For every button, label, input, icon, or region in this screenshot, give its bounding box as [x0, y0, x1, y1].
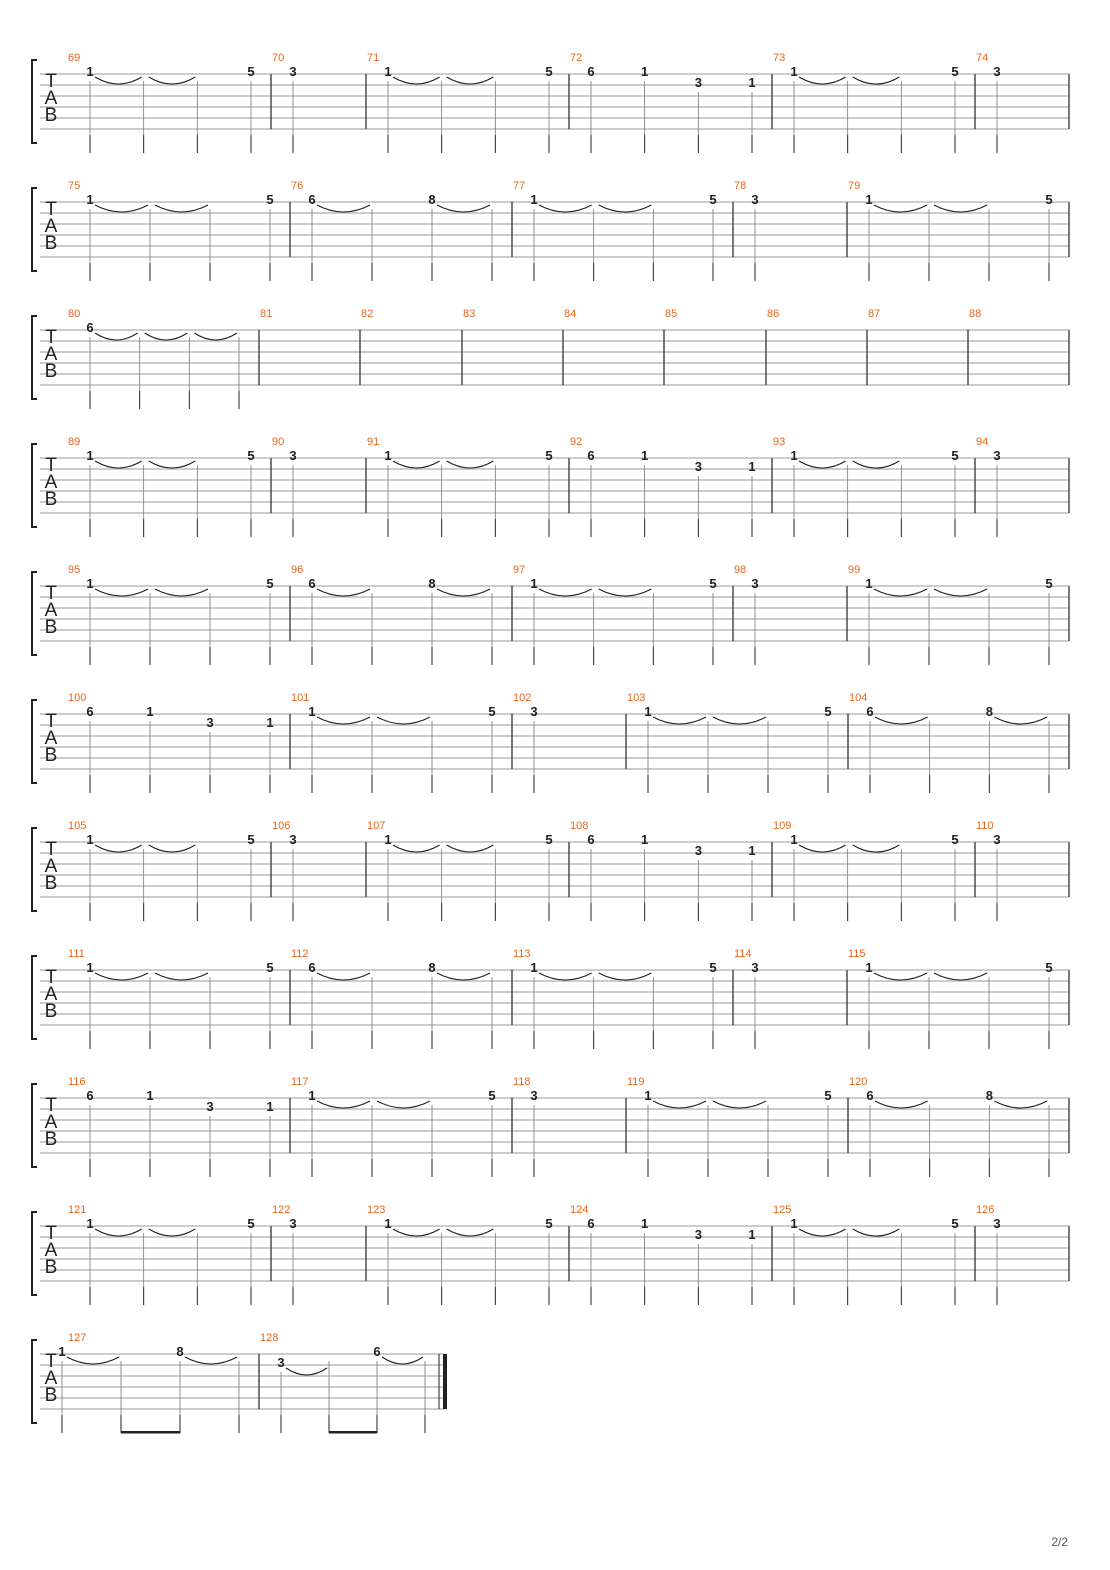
system-bracket [32, 700, 37, 783]
measure-number: 102 [513, 692, 532, 704]
measure-number: 98 [734, 564, 747, 576]
page-number: 2/2 [1051, 1535, 1068, 1549]
tab-clef-letter: T [45, 967, 57, 988]
tab-clef-letter: B [44, 617, 58, 638]
fret-number: 5 [545, 448, 553, 463]
tie-arc [155, 973, 208, 980]
measure-number: 123 [367, 1204, 386, 1216]
tab-clef-letter: T [45, 455, 57, 476]
tie-arc [95, 845, 142, 852]
tie-arc [382, 1357, 423, 1364]
tie-arc [853, 461, 900, 468]
fret-number: 3 [694, 1227, 702, 1242]
fret-number: 1 [86, 448, 94, 463]
system-bracket [32, 188, 37, 271]
tie-arc [149, 461, 196, 468]
measure-number: 88 [969, 308, 982, 320]
fret-number: 1 [266, 715, 274, 730]
measure-number: 111 [68, 948, 85, 960]
fret-number: 1 [530, 192, 538, 207]
tie-arc [317, 973, 370, 980]
tie-arc [194, 333, 237, 340]
fret-number: 5 [951, 832, 959, 847]
tie-arc [437, 205, 490, 212]
tie-arc [447, 461, 494, 468]
tie-arc [653, 717, 706, 724]
tie-arc [155, 589, 208, 596]
tie-arc [875, 717, 928, 724]
fret-number: 1 [58, 1344, 66, 1359]
fret-number: 3 [993, 1216, 1001, 1231]
fret-number: 8 [985, 1088, 993, 1103]
tab-clef-letter: A [44, 600, 58, 621]
beam [329, 1431, 377, 1434]
tie-arc [149, 77, 196, 84]
tie-arc [799, 77, 846, 84]
fret-number: 1 [86, 832, 94, 847]
measure-number: 73 [773, 52, 786, 64]
tie-arc [317, 717, 370, 724]
measure-number: 110 [976, 820, 994, 832]
system-bracket [32, 572, 37, 655]
tie-arc [393, 77, 440, 84]
fret-number: 1 [308, 704, 316, 719]
tie-arc [185, 1357, 237, 1364]
tie-arc [934, 973, 987, 980]
fret-number: 1 [308, 1088, 316, 1103]
tie-arc [145, 333, 188, 340]
system-bracket [32, 1212, 37, 1295]
fret-number: 6 [587, 1216, 595, 1231]
fret-number: 5 [1045, 576, 1053, 591]
fret-number: 5 [824, 1088, 832, 1103]
measure-number: 97 [513, 564, 526, 576]
tie-arc [853, 1229, 900, 1236]
measure-number: 124 [570, 1204, 589, 1216]
measure-number: 69 [68, 52, 81, 64]
fret-number: 5 [488, 704, 496, 719]
fret-number: 1 [86, 1216, 94, 1231]
tab-clef-letter: T [45, 1095, 57, 1116]
measure-number: 70 [272, 52, 285, 64]
fret-number: 3 [206, 715, 214, 730]
tie-arc [95, 973, 148, 980]
fret-number: 5 [247, 832, 255, 847]
measure-number: 92 [570, 436, 583, 448]
fret-number: 6 [308, 192, 316, 207]
tab-clef-letter: A [44, 344, 58, 365]
fret-number: 1 [790, 448, 798, 463]
fret-number: 1 [644, 1088, 652, 1103]
tab-clef-letter: A [44, 1240, 58, 1261]
fret-number: 3 [289, 832, 297, 847]
tie-arc [67, 1357, 119, 1364]
tie-arc [393, 461, 440, 468]
tie-arc [875, 1101, 928, 1108]
fret-number: 3 [530, 704, 538, 719]
measure-number: 115 [848, 948, 866, 960]
measure-number: 95 [68, 564, 81, 576]
tie-arc [994, 717, 1047, 724]
tie-arc [393, 1229, 440, 1236]
measure-number: 90 [272, 436, 285, 448]
measure-number: 74 [976, 52, 989, 64]
fret-number: 8 [428, 192, 436, 207]
tie-arc [799, 461, 846, 468]
fret-number: 5 [1045, 192, 1053, 207]
system-bracket [32, 316, 37, 399]
tab-clef-letter: B [44, 1385, 58, 1406]
measure-number: 100 [68, 692, 87, 704]
measure-number: 107 [367, 820, 386, 832]
measure-number: 77 [513, 180, 526, 192]
fret-number: 3 [751, 192, 759, 207]
tie-arc [317, 589, 370, 596]
measure-number: 101 [291, 692, 310, 704]
tab-clef-letter: A [44, 216, 58, 237]
measure-number: 91 [367, 436, 380, 448]
tab-clef-letter: A [44, 1368, 58, 1389]
tab-clef-letter: T [45, 711, 57, 732]
tie-arc [874, 589, 927, 596]
measure-number: 121 [68, 1204, 87, 1216]
measure-number: 113 [513, 948, 531, 960]
measure-number: 104 [849, 692, 868, 704]
fret-number: 5 [266, 192, 274, 207]
fret-number: 1 [865, 960, 873, 975]
fret-number: 5 [951, 448, 959, 463]
fret-number: 6 [866, 1088, 874, 1103]
tab-clef-letter: B [44, 1001, 58, 1022]
measure-number: 85 [665, 308, 678, 320]
tie-arc [874, 205, 927, 212]
fret-number: 1 [384, 64, 392, 79]
tie-arc [799, 845, 846, 852]
fret-number: 5 [709, 960, 717, 975]
tab-clef-letter: A [44, 856, 58, 877]
measure-number: 120 [849, 1076, 868, 1088]
measure-number: 118 [513, 1076, 531, 1088]
fret-number: 5 [488, 1088, 496, 1103]
tie-arc [713, 717, 766, 724]
fret-number: 3 [993, 832, 1001, 847]
tie-arc [155, 205, 208, 212]
system-bracket [32, 1084, 37, 1167]
tie-arc [377, 1101, 430, 1108]
fret-number: 5 [709, 576, 717, 591]
fret-number: 5 [247, 1216, 255, 1231]
tie-arc [934, 205, 987, 212]
measure-number: 82 [361, 308, 374, 320]
tie-arc [853, 845, 900, 852]
tab-clef-letter: A [44, 472, 58, 493]
fret-number: 8 [176, 1344, 184, 1359]
tie-arc [853, 77, 900, 84]
fret-number: 8 [428, 576, 436, 591]
fret-number: 6 [373, 1344, 381, 1359]
fret-number: 5 [266, 576, 274, 591]
measure-number: 128 [260, 1332, 279, 1344]
fret-number: 5 [545, 1216, 553, 1231]
measure-number: 79 [848, 180, 861, 192]
measure-number: 87 [868, 308, 881, 320]
measure-number: 99 [848, 564, 861, 576]
fret-number: 1 [86, 192, 94, 207]
fret-number: 1 [384, 832, 392, 847]
tie-arc [286, 1368, 327, 1375]
fret-number: 5 [951, 1216, 959, 1231]
system-bracket [32, 444, 37, 527]
system-bracket [32, 1340, 37, 1423]
measure-number: 112 [291, 948, 309, 960]
measure-number: 76 [291, 180, 304, 192]
fret-number: 5 [824, 704, 832, 719]
fret-number: 3 [289, 1216, 297, 1231]
fret-number: 5 [545, 64, 553, 79]
tab-clef-letter: T [45, 199, 57, 220]
fret-number: 1 [748, 75, 756, 90]
tie-arc [653, 1101, 706, 1108]
measure-number: 105 [68, 820, 87, 832]
tie-arc [393, 845, 440, 852]
measure-number: 106 [272, 820, 291, 832]
tab-clef-letter: B [44, 745, 58, 766]
fret-number: 1 [641, 64, 649, 79]
tie-arc [317, 1101, 370, 1108]
fret-number: 5 [951, 64, 959, 79]
measure-number: 78 [734, 180, 747, 192]
fret-number: 6 [86, 1088, 94, 1103]
fret-number: 1 [865, 576, 873, 591]
fret-number: 3 [289, 64, 297, 79]
tie-arc [95, 1229, 142, 1236]
tie-arc [874, 973, 927, 980]
fret-number: 6 [866, 704, 874, 719]
tie-arc [799, 1229, 846, 1236]
fret-number: 1 [865, 192, 873, 207]
tab-clef-letter: T [45, 327, 57, 348]
measure-number: 94 [976, 436, 989, 448]
tie-arc [599, 973, 652, 980]
fret-number: 1 [530, 960, 538, 975]
fret-number: 1 [86, 576, 94, 591]
tie-arc [95, 205, 148, 212]
tab-clef-letter: A [44, 1112, 58, 1133]
fret-number: 3 [694, 75, 702, 90]
beam [121, 1431, 180, 1434]
fret-number: 3 [694, 459, 702, 474]
fret-number: 6 [86, 704, 94, 719]
fret-number: 3 [206, 1099, 214, 1114]
fret-number: 5 [266, 960, 274, 975]
fret-number: 1 [86, 64, 94, 79]
tie-arc [437, 973, 490, 980]
measure-number: 83 [463, 308, 476, 320]
fret-number: 1 [790, 64, 798, 79]
measure-number: 72 [570, 52, 583, 64]
fret-number: 1 [530, 576, 538, 591]
fret-number: 6 [587, 448, 595, 463]
measure-number: 71 [367, 52, 380, 64]
measure-number: 125 [773, 1204, 792, 1216]
fret-number: 1 [748, 843, 756, 858]
measure-number: 116 [68, 1076, 86, 1088]
tab-clef-letter: B [44, 1257, 58, 1278]
fret-number: 8 [428, 960, 436, 975]
fret-number: 5 [1045, 960, 1053, 975]
tab-clef-letter: A [44, 984, 58, 1005]
fret-number: 1 [641, 832, 649, 847]
tab-clef-letter: A [44, 88, 58, 109]
tab-clef-letter: B [44, 873, 58, 894]
fret-number: 5 [709, 192, 717, 207]
tab-clef-letter: B [44, 489, 58, 510]
tie-arc [934, 589, 987, 596]
fret-number: 1 [384, 1216, 392, 1231]
tab-clef-letter: B [44, 233, 58, 254]
fret-number: 3 [530, 1088, 538, 1103]
fret-number: 1 [748, 1227, 756, 1242]
measure-number: 114 [734, 948, 752, 960]
tie-arc [377, 717, 430, 724]
tab-clef-letter: B [44, 105, 58, 126]
fret-number: 3 [694, 843, 702, 858]
tie-arc [539, 205, 592, 212]
tie-arc [994, 1101, 1047, 1108]
tie-arc [317, 205, 370, 212]
tab-clef-letter: T [45, 839, 57, 860]
tie-arc [447, 845, 494, 852]
tab-clef-letter: T [45, 1351, 57, 1372]
tab-clef-letter: T [45, 71, 57, 92]
measure-number: 89 [68, 436, 81, 448]
tab-clef-letter: B [44, 1129, 58, 1150]
fret-number: 1 [790, 1216, 798, 1231]
tie-arc [95, 589, 148, 596]
measure-number: 96 [291, 564, 304, 576]
tie-arc [447, 1229, 494, 1236]
measure-number: 127 [68, 1332, 87, 1344]
tie-arc [539, 973, 592, 980]
measure-number: 86 [767, 308, 780, 320]
fret-number: 1 [266, 1099, 274, 1114]
measure-number: 108 [570, 820, 589, 832]
tie-arc [599, 589, 652, 596]
fret-number: 5 [247, 448, 255, 463]
fret-number: 1 [384, 448, 392, 463]
measure-number: 109 [773, 820, 792, 832]
fret-number: 1 [146, 704, 154, 719]
tab-clef-letter: B [44, 361, 58, 382]
fret-number: 1 [644, 704, 652, 719]
tie-arc [599, 205, 652, 212]
fret-number: 6 [86, 320, 94, 335]
fret-number: 1 [641, 448, 649, 463]
measure-number: 117 [291, 1076, 309, 1088]
measure-number: 122 [272, 1204, 291, 1216]
tie-arc [95, 461, 142, 468]
tie-arc [149, 1229, 196, 1236]
fret-number: 1 [790, 832, 798, 847]
tie-arc [95, 333, 138, 340]
tie-arc [447, 77, 494, 84]
tie-arc [149, 845, 196, 852]
fret-number: 8 [985, 704, 993, 719]
fret-number: 6 [308, 576, 316, 591]
tab-clef-letter: T [45, 583, 57, 604]
fret-number: 1 [146, 1088, 154, 1103]
tie-arc [95, 77, 142, 84]
measure-number: 126 [976, 1204, 995, 1216]
tab-clef-letter: A [44, 728, 58, 749]
fret-number: 1 [641, 1216, 649, 1231]
system-bracket [32, 60, 37, 143]
measure-number: 103 [627, 692, 646, 704]
measure-number: 81 [260, 308, 273, 320]
fret-number: 1 [86, 960, 94, 975]
tie-arc [539, 589, 592, 596]
tie-arc [437, 589, 490, 596]
fret-number: 1 [748, 459, 756, 474]
measure-number: 84 [564, 308, 577, 320]
system-bracket [32, 828, 37, 911]
fret-number: 5 [247, 64, 255, 79]
measure-number: 75 [68, 180, 81, 192]
fret-number: 3 [993, 448, 1001, 463]
fret-number: 3 [751, 576, 759, 591]
measure-number: 93 [773, 436, 786, 448]
tab-clef-letter: T [45, 1223, 57, 1244]
fret-number: 3 [277, 1355, 285, 1370]
fret-number: 6 [308, 960, 316, 975]
tie-arc [713, 1101, 766, 1108]
fret-number: 3 [289, 448, 297, 463]
fret-number: 3 [751, 960, 759, 975]
fret-number: 5 [545, 832, 553, 847]
measure-number: 119 [627, 1076, 645, 1088]
fret-number: 6 [587, 832, 595, 847]
measure-number: 80 [68, 308, 81, 320]
fret-number: 3 [993, 64, 1001, 79]
fret-number: 6 [587, 64, 595, 79]
system-bracket [32, 956, 37, 1039]
